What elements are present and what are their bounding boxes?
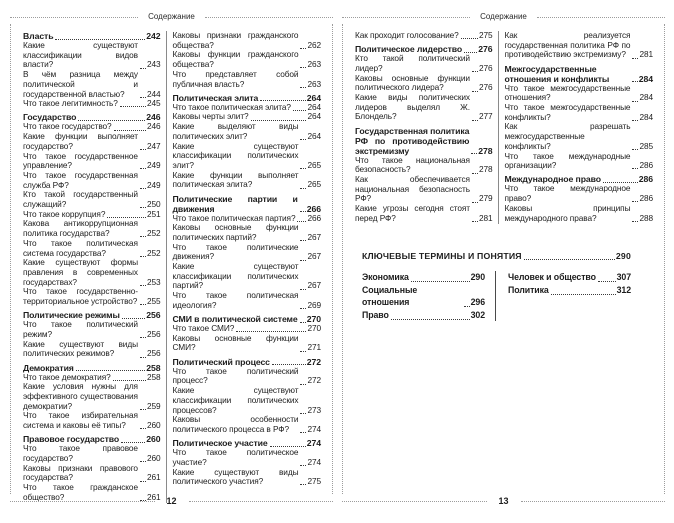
dot-leader	[140, 68, 146, 69]
entry-page-number: 262	[307, 39, 321, 50]
entry-page-number: 251	[146, 208, 161, 219]
entry-page-number: 245	[146, 98, 161, 109]
toc-column-right	[166, 31, 327, 503]
entry-page-number: 259	[146, 400, 161, 411]
dot-leader	[391, 319, 470, 320]
entry-title: Каковы признаки правового государства?	[23, 462, 138, 483]
dot-leader	[300, 240, 306, 241]
dot-leader	[140, 428, 146, 429]
entry-page-number: 273	[307, 404, 321, 415]
toc-entry	[355, 54, 493, 73]
toc-column-left	[17, 31, 166, 503]
entry-title: Что такое государственно-территориальное устройство?	[23, 286, 138, 307]
dotted-rule	[342, 17, 470, 18]
dot-leader	[140, 97, 146, 98]
entry-title: Какие существуют виды политического участия?	[172, 466, 299, 487]
dot-leader	[300, 484, 306, 485]
entry-page-number: 255	[146, 296, 161, 307]
dot-leader	[140, 357, 146, 358]
entry-page-number: 272	[306, 356, 321, 367]
entry-page-number: 281	[478, 212, 493, 223]
entry-title: Что такое межгосударственные конфликты?	[504, 102, 631, 122]
toc-columns	[349, 31, 658, 224]
toc-entry	[23, 41, 161, 70]
dot-leader	[632, 101, 638, 102]
entry-title: Что такое политическое участие?	[172, 447, 299, 467]
toc-entry	[505, 204, 654, 223]
entry-page-number: 286	[639, 193, 653, 204]
page-body	[342, 24, 665, 494]
toc-column-right	[498, 31, 659, 224]
toc-entry	[23, 258, 161, 287]
entry-title: Что такое международные организации?	[504, 150, 631, 171]
toc-entry	[355, 31, 493, 41]
toc-columns	[17, 31, 326, 503]
entry-page-number: 267	[307, 280, 321, 291]
toc-entry	[505, 152, 654, 171]
entry-title: Что такое политическая партия?	[172, 212, 296, 223]
entry-title: Какие существуют формы правления в современных государствах?	[23, 257, 138, 287]
entry-page-number: 302	[470, 309, 485, 320]
entry-title: Каковы особенности политического процесса в РФ?	[172, 414, 299, 434]
toc-page-right	[342, 12, 665, 507]
entry-title: Каковы признаки гражданского общества?	[172, 30, 299, 50]
entry-page-number: 261	[146, 472, 161, 483]
entry-page-number: 244	[146, 88, 161, 99]
dot-leader	[297, 221, 306, 222]
entry-page-number: 249	[146, 179, 161, 190]
toc-section-entry	[362, 271, 485, 284]
dot-leader	[411, 281, 470, 282]
dot-leader	[293, 110, 307, 111]
entry-title: Как проходит голосование?	[355, 30, 459, 40]
toc-entry	[173, 223, 322, 242]
toc-entry	[173, 367, 322, 386]
toc-section-entry	[505, 64, 654, 84]
toc-entry	[173, 334, 322, 353]
entry-title: Что такое демократия?	[23, 371, 111, 382]
entry-title: Что такое национальная безопасность?	[355, 154, 470, 175]
dot-leader	[300, 322, 306, 323]
entry-title: Политические режимы	[23, 310, 120, 321]
entry-title: Правовое государство	[23, 434, 120, 445]
entry-title: Что такое государственная служба РФ?	[23, 169, 138, 190]
dot-leader	[632, 201, 638, 202]
toc-entry	[355, 74, 493, 93]
entry-title: Что такое политический процесс?	[172, 365, 299, 386]
entry-title: Какие существуют классификации политических элит?	[172, 140, 299, 170]
dot-leader	[120, 106, 146, 107]
entry-page-number: 264	[306, 92, 321, 103]
toc-entry	[23, 239, 161, 258]
toc-entry	[173, 448, 322, 467]
entry-title: Социальные отношения	[362, 284, 418, 308]
dot-leader	[140, 168, 146, 169]
toc-entry	[173, 171, 322, 190]
toc-entry	[505, 84, 654, 103]
dotted-rule	[342, 501, 487, 502]
entry-title: Какие существуют виды политических режимов?	[23, 338, 138, 359]
entry-page-number: 286	[638, 174, 653, 185]
entry-page-number: 264	[307, 130, 321, 141]
toc-entry	[355, 93, 493, 122]
dot-leader	[140, 304, 146, 305]
toc-entry	[173, 291, 322, 310]
entry-page-number: 284	[639, 111, 653, 122]
entry-page-number: 290	[615, 251, 631, 262]
dot-leader	[300, 351, 306, 352]
entry-title: Государственная политика РФ по противодействию экстремизму	[355, 125, 470, 156]
entry-title: Что такое легитимность?	[23, 98, 118, 109]
entry-page-number: 258	[146, 362, 161, 373]
toc-section-entry	[355, 126, 493, 156]
toc-entry	[355, 175, 493, 204]
entry-page-number: 267	[307, 231, 321, 242]
entry-page-number: 252	[146, 228, 161, 239]
dotted-rule	[521, 501, 666, 502]
toc-entry	[505, 103, 654, 122]
toc-entry	[173, 243, 322, 262]
dot-leader	[140, 236, 146, 237]
dot-leader	[300, 168, 306, 169]
toc-entry	[23, 287, 161, 306]
entry-title: Экономика	[362, 272, 409, 283]
entry-title: Что такое политическая элита?	[172, 101, 291, 112]
entry-page-number: 252	[146, 247, 161, 258]
entry-title: Что такое международное право?	[504, 183, 631, 204]
entry-title: Что такое политический режим?	[23, 319, 138, 339]
entry-title: Каковы основные функции СМИ?	[172, 332, 299, 353]
entry-page-number: 275	[307, 476, 321, 487]
entry-title: Каковы функции гражданского общества?	[172, 49, 299, 70]
entry-page-number: 270	[307, 323, 321, 334]
toc-entry	[23, 219, 161, 238]
entry-title: Каковы принципы международного права?	[504, 202, 631, 223]
page-footer-row	[10, 496, 333, 507]
entry-title: Кто такой государственный служащий?	[23, 189, 138, 210]
dot-leader	[300, 211, 306, 212]
dot-leader	[632, 81, 638, 82]
toc-entry	[173, 262, 322, 291]
entry-page-number: 269	[307, 299, 321, 310]
entry-page-number: 284	[638, 73, 653, 84]
toc-page-left	[10, 12, 333, 507]
entry-page-number: 277	[478, 111, 493, 122]
entry-title: Что такое политические движения?	[172, 241, 299, 262]
entry-page-number: 264	[307, 101, 321, 112]
entry-page-number: 267	[307, 251, 321, 262]
dot-leader	[140, 207, 146, 208]
entry-title: Межгосударственные отношения и конфликты	[504, 63, 610, 84]
entry-page-number: 274	[307, 456, 321, 467]
dot-leader	[300, 413, 306, 414]
entry-title: Что такое правовое государство?	[23, 443, 138, 464]
entry-title: Что представляет собой публичная власть?	[172, 68, 299, 89]
entry-title: Кто такой политический лидер?	[355, 53, 470, 73]
entry-title: Политические партии и движения	[172, 193, 298, 214]
entry-page-number: 312	[616, 284, 631, 295]
toc-column-left	[349, 31, 498, 224]
entry-title: КЛЮЧЕВЫЕ ТЕРМИНЫ И ПОНЯТИЯ	[362, 251, 522, 262]
entry-page-number: 286	[639, 160, 653, 171]
entry-title: Международное право	[504, 174, 601, 185]
toc-section-entry	[508, 284, 631, 297]
entry-title: Государство	[23, 112, 77, 123]
entry-title: Как обеспечивается национальная безопасность РФ?	[355, 174, 470, 204]
dotted-rule	[10, 501, 155, 502]
dot-leader	[632, 168, 638, 169]
entry-title: Каковы основные функции политических партий?	[172, 222, 299, 242]
dot-leader	[140, 188, 146, 189]
entry-title: Как разрешать межгосударственные конфликты?	[504, 121, 631, 151]
dot-leader	[632, 221, 638, 222]
dotted-rule	[537, 17, 665, 18]
key-terms-column-left	[362, 271, 495, 321]
entry-title: Какие выделяют виды политических элит?	[172, 121, 299, 141]
dot-leader	[632, 120, 638, 121]
entry-page-number: 276	[478, 82, 493, 93]
toc-entry	[173, 468, 322, 487]
entry-title: Что такое межгосударственные отношения?	[504, 82, 631, 103]
toc-section-entry	[173, 194, 322, 214]
entry-page-number: 250	[146, 199, 161, 210]
toc-entry	[23, 171, 161, 190]
toc-entry	[505, 122, 654, 151]
toc-entry	[23, 382, 161, 411]
dot-leader	[300, 87, 306, 88]
dot-leader	[140, 481, 146, 482]
page-number: 13	[498, 496, 509, 506]
entry-title: Право	[362, 309, 389, 320]
entry-title: Что такое коррупция?	[23, 208, 106, 219]
toc-entry	[173, 415, 322, 434]
dot-leader	[300, 260, 306, 261]
dot-leader	[140, 461, 146, 462]
entry-title: Какие функции выполняет политическая элита?	[172, 169, 299, 190]
toc-entry	[505, 31, 654, 60]
dot-leader	[300, 139, 306, 140]
entry-page-number: 276	[478, 62, 493, 73]
entry-page-number: 260	[146, 420, 161, 431]
entry-page-number: 261	[146, 491, 161, 502]
entry-title: Какие существуют классификации политических партий?	[172, 261, 299, 291]
entry-title: Человек и общество	[508, 272, 596, 283]
entry-page-number: 266	[306, 203, 321, 214]
entry-page-number: 253	[146, 276, 161, 287]
dot-leader	[471, 153, 477, 154]
entry-title: Политический процесс	[172, 356, 270, 367]
toc-entry	[173, 70, 322, 89]
entry-page-number: 258	[146, 371, 161, 382]
entry-page-number: 246	[146, 121, 161, 132]
entry-title: Какие существуют классификации политических процессов?	[172, 385, 299, 415]
toc-entry	[173, 142, 322, 171]
entry-title: Что такое СМИ?	[172, 323, 235, 334]
dotted-rule	[189, 501, 334, 502]
dot-leader	[300, 432, 306, 433]
key-terms-heading	[362, 251, 631, 261]
entry-title: Что такое государство?	[23, 121, 112, 132]
entry-title: Что такое избирательная система и каковы её типы?	[23, 410, 138, 431]
entry-page-number: 284	[639, 92, 653, 103]
entry-page-number: 272	[307, 375, 321, 386]
dot-leader	[140, 409, 146, 410]
dot-leader	[632, 149, 638, 150]
dot-leader	[300, 308, 306, 309]
entry-title: Политическая элита	[172, 92, 259, 103]
toc-section-entry	[508, 271, 631, 284]
entry-page-number: 260	[146, 434, 161, 445]
toc-entry	[355, 156, 493, 175]
entry-title: Что такое государственное управление?	[23, 150, 138, 171]
toc-entry	[23, 152, 161, 171]
toc-entry	[173, 386, 322, 415]
entry-page-number: 271	[307, 342, 321, 353]
dot-leader	[472, 202, 478, 203]
entry-page-number: 288	[639, 212, 653, 223]
dot-leader	[140, 337, 146, 338]
entry-page-number: 274	[307, 423, 321, 434]
toc-entry	[23, 444, 161, 463]
entry-title: Каковы основные функции политического лидера?	[355, 72, 470, 93]
dot-leader	[632, 58, 638, 59]
toc-entry	[23, 132, 161, 151]
entry-page-number: 265	[307, 179, 321, 190]
entry-page-number: 263	[307, 78, 321, 89]
key-terms-section	[362, 248, 631, 322]
entry-page-number: 256	[146, 328, 161, 339]
toc-entry	[23, 99, 161, 109]
entry-page-number: 249	[146, 160, 161, 171]
entry-page-number: 290	[470, 272, 485, 283]
page-header-row	[342, 12, 665, 22]
entry-title: Какие существуют классификации видов власти?	[23, 40, 138, 70]
dot-leader	[300, 67, 306, 68]
entry-title: СМИ в политической системе	[172, 314, 298, 325]
dot-leader	[472, 221, 478, 222]
dot-leader	[76, 370, 146, 371]
toc-entry	[23, 70, 161, 99]
entry-page-number: 256	[146, 348, 161, 359]
dot-leader	[551, 294, 616, 295]
dot-leader	[300, 48, 306, 49]
entry-page-number: 247	[146, 140, 161, 151]
entry-page-number: 278	[478, 145, 493, 156]
dot-leader	[140, 285, 146, 286]
toc-entry	[23, 320, 161, 339]
entry-title: Власть	[23, 31, 54, 41]
toc-entry	[173, 122, 322, 141]
entry-page-number: 264	[307, 111, 321, 122]
dot-leader	[472, 91, 478, 92]
entry-page-number: 246	[146, 112, 161, 123]
key-terms-column-right	[495, 271, 631, 321]
dot-leader	[300, 465, 306, 466]
entry-page-number: 296	[470, 297, 485, 308]
entry-page-number: 256	[146, 310, 161, 321]
entry-title: В чём разница между политической и государственной властью?	[23, 69, 138, 99]
entry-title: Что такое политическая идеология?	[172, 290, 299, 310]
entry-page-number: 243	[146, 59, 161, 70]
entry-page-number: 278	[478, 164, 493, 175]
entry-title: Демократия	[23, 362, 74, 373]
entry-title: Политическое лидерство	[355, 44, 463, 55]
dot-leader	[598, 281, 616, 282]
toc-entry	[173, 31, 322, 50]
dot-leader	[140, 149, 146, 150]
dotted-rule	[205, 17, 333, 18]
dotted-rule	[10, 17, 138, 18]
dot-leader	[472, 120, 478, 121]
entry-page-number: 263	[307, 59, 321, 70]
dot-leader	[461, 38, 478, 39]
toc-entry	[23, 411, 161, 430]
entry-page-number: 274	[306, 438, 321, 449]
toc-entry	[173, 50, 322, 69]
entry-page-number: 270	[306, 314, 321, 325]
entry-title: Как реализуется государственная политика РФ по противодействию экстремизму?	[504, 30, 631, 60]
dot-leader	[464, 306, 470, 307]
dot-leader	[140, 256, 146, 257]
toc-section-entry	[362, 309, 485, 322]
entry-title: Политика	[508, 284, 549, 295]
toc-entry	[23, 464, 161, 483]
dot-leader	[300, 188, 306, 189]
dot-leader	[300, 384, 306, 385]
entry-title: Какие функции выполняет государство?	[23, 131, 138, 151]
page-footer-row	[342, 496, 665, 507]
dot-leader	[472, 173, 478, 174]
page-header: Содержание	[148, 12, 195, 21]
entry-title: Политическое участие	[172, 438, 268, 449]
entry-title: Какова антикоррупционная политика государства?	[23, 218, 138, 239]
dot-leader	[300, 289, 306, 290]
dot-leader	[472, 71, 478, 72]
entry-page-number: 281	[639, 49, 653, 60]
toc-entry	[23, 340, 161, 359]
entry-page-number: 285	[639, 140, 653, 151]
empty-space	[349, 321, 658, 490]
entry-page-number: 275	[478, 30, 493, 40]
entry-title: Какие условия нужны для эффективного существования демократии?	[23, 381, 138, 411]
entry-title: Что такое гражданское общество?	[23, 482, 138, 502]
entry-page-number: 242	[146, 31, 161, 41]
toc-section-entry	[362, 284, 485, 309]
entry-title: Какие виды политических лидеров выделял Ж. Блондель?	[355, 92, 470, 122]
entry-page-number: 307	[616, 272, 631, 283]
toc-entry	[355, 204, 493, 223]
entry-title: Что такое политическая система государства?	[23, 237, 138, 258]
page-header: Содержание	[480, 12, 527, 21]
entry-page-number: 265	[307, 159, 321, 170]
dot-leader	[524, 259, 615, 260]
entry-page-number: 279	[478, 193, 493, 204]
toc-entry	[23, 190, 161, 209]
page-header-row	[10, 12, 333, 22]
entry-title: Каковы черты элит?	[172, 111, 249, 122]
key-terms-columns	[362, 271, 631, 321]
entry-title: Какие угрозы сегодня стоят перед РФ?	[355, 203, 470, 223]
toc-entry	[505, 184, 654, 203]
page-number: 12	[166, 496, 177, 506]
entry-page-number: 266	[307, 212, 321, 223]
entry-page-number: 260	[146, 453, 161, 464]
entry-page-number: 276	[478, 44, 493, 55]
